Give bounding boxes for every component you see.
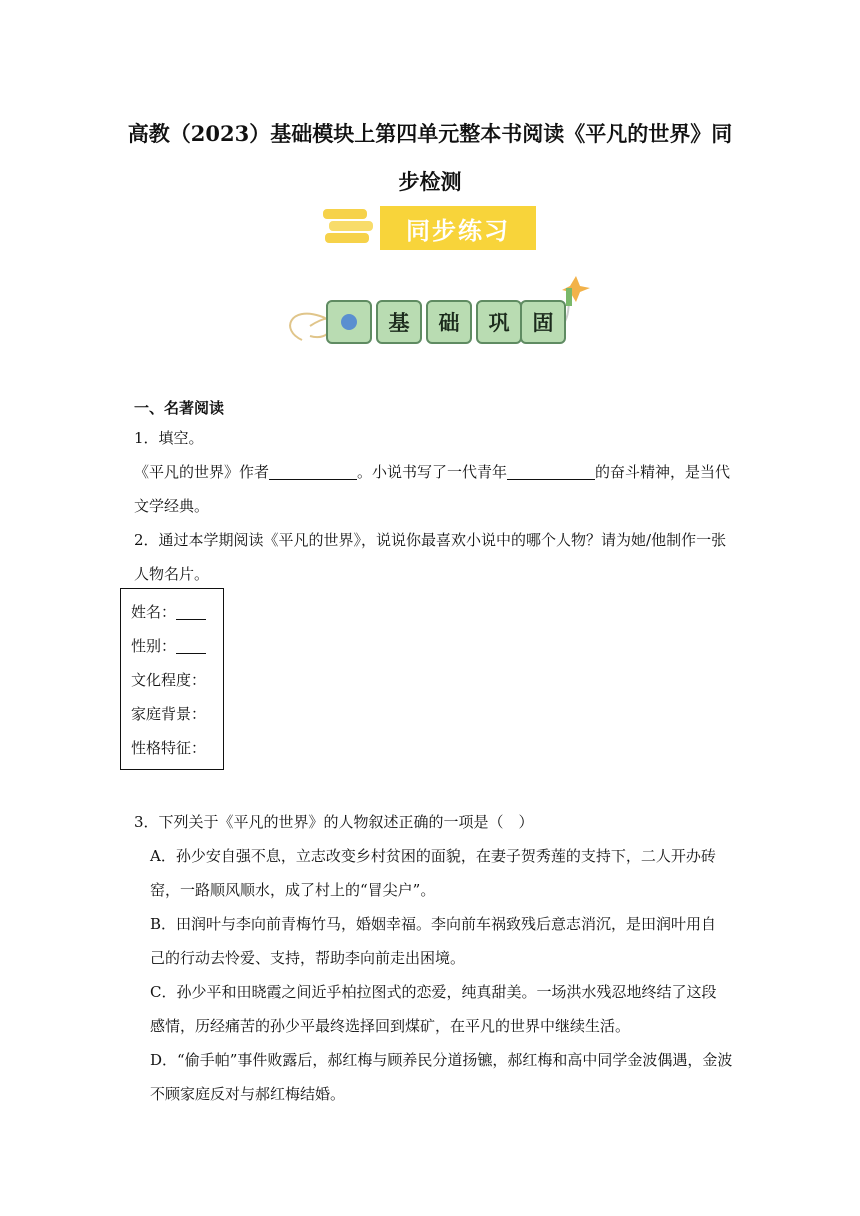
basic-consolidation-banner <box>280 266 590 350</box>
globe-tile <box>326 300 372 344</box>
globe-icon <box>339 312 359 332</box>
card-name-row <box>131 595 223 629</box>
q1-text-before: 《平凡的世界》作者 <box>134 463 270 481</box>
q3-option-a-line-2: 窑，一路顺风顺水，成了村上的“冒尖户”。 <box>150 881 436 899</box>
q1-line-2: 文学经典。 <box>134 497 210 515</box>
card-name-label: 姓名： <box>131 603 177 621</box>
q3-option-b-line-2: 己的行动去怜爱、支持，帮助李向前走出困境。 <box>150 949 466 967</box>
q3-option-d-line-1[interactable]: D．“偷手帕”事件败露后，郝红梅与顾养民分道扬镳，郝红梅和高中同学金波偶遇，金波 <box>150 1051 733 1069</box>
q3-stem: 3．下列关于《平凡的世界》的人物叙述正确的一项是（ ） <box>134 813 534 831</box>
q3-option-c-line-1[interactable]: C．孙少平和田晓霞之间近乎柏拉图式的恋爱，纯真甜美。一场洪水残忍地终结了这段 <box>150 983 717 1001</box>
q2-line-2: 人物名片。 <box>134 565 210 583</box>
character-card <box>120 588 224 770</box>
banner-label: 同步练习 <box>380 206 536 250</box>
q3-option-a-line-1[interactable]: A．孙少安自强不息，立志改变乡村贫困的面貌，在妻子贺秀莲的支持下，二人开办砖 <box>150 847 716 865</box>
books-icon <box>318 202 382 258</box>
basic-char-tile: 固 <box>520 300 566 344</box>
card-gender-row <box>131 629 223 663</box>
author-blank[interactable] <box>269 461 357 480</box>
q1-text-after: 的奋斗精神，是当代 <box>595 463 731 481</box>
card-education-label: 文化程度： <box>131 671 207 689</box>
q1-label: 1．填空。 <box>134 429 204 447</box>
era-blank[interactable] <box>507 461 595 480</box>
gender-blank[interactable] <box>176 637 206 654</box>
section-title: 一、名著阅读 <box>134 399 225 417</box>
q2-line-1: 2．通过本学期阅读《平凡的世界》，说说你最喜欢小说中的哪个人物？请为她/他制作一张 <box>134 531 727 549</box>
basic-char-tile: 基 <box>376 300 422 344</box>
basic-char-tile: 础 <box>426 300 472 344</box>
q3-option-b-line-1[interactable]: B．田润叶与李向前青梅竹马，婚姻幸福。李向前车祸致残后意志消沉，是田润叶用自 <box>150 915 717 933</box>
sync-practice-banner <box>318 202 542 258</box>
page-title <box>118 110 742 206</box>
q1-text-middle: 。小说书写了一代青年 <box>357 463 508 481</box>
name-blank[interactable] <box>176 603 206 620</box>
q1-line-1 <box>134 455 730 489</box>
q3-option-c-line-2: 感情，历经痛苦的孙少平最终选择回到煤矿，在平凡的世界中继续生活。 <box>150 1017 631 1035</box>
card-personality-label: 性格特征： <box>131 739 207 757</box>
card-family-label: 家庭背景： <box>131 705 207 723</box>
title-line-1: 高教（2023）基础模块上第四单元整本书阅读《平凡的世界》同 <box>127 121 733 146</box>
card-gender-label: 性别： <box>131 637 177 655</box>
q3-option-d-line-2: 不顾家庭反对与郝红梅结婚。 <box>150 1085 346 1103</box>
basic-char-tile: 巩 <box>476 300 522 344</box>
title-line-2: 步检测 <box>398 169 462 194</box>
